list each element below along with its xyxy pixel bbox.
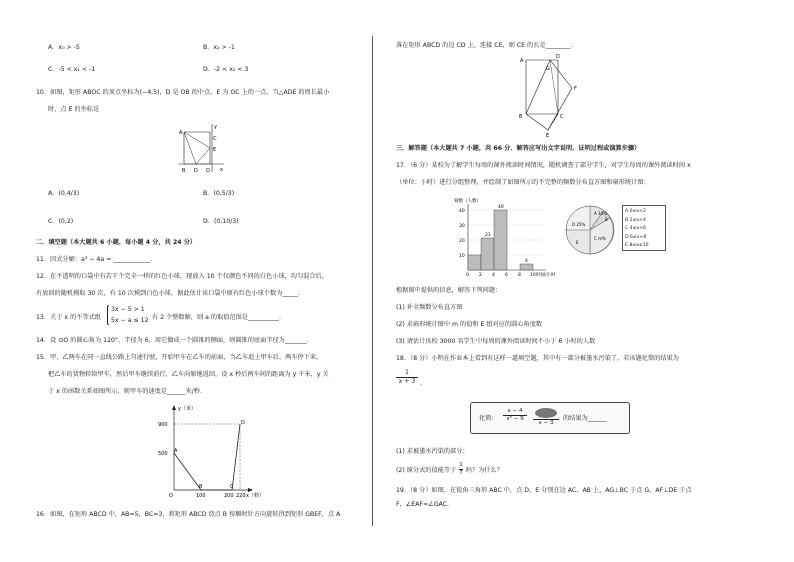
q17-bar-1 [481,238,494,270]
q18-box-num: x − 4 [507,408,523,414]
q17-pie-legend [622,205,666,251]
q17-histogram [452,194,558,280]
q15-point-a: A [174,448,178,454]
q10-line2: 时，点 E 的坐标是 [48,106,100,113]
q16-label-c: C [560,114,564,120]
q18-result-fraction [396,369,418,386]
q17-pie-c: C m% [594,236,606,241]
q17-pie-e: E [576,240,579,245]
q18-frac-den: x + 3 [396,377,418,386]
q15-point-d: D [241,420,245,426]
q15-line1: 15．甲、乙两车在同一直线公路上匀速行驶，开始甲车在乙车的前面，当乙车追上甲车后，两车停下来， [36,354,323,361]
q10-label-a: A [179,130,183,136]
q18-box-label: 化简： [479,415,498,422]
q17-legend-a: A 0≤x<2 [625,209,646,214]
q17-xtick-6: 6 [505,273,508,278]
q17-bar-2 [494,210,507,270]
q15-y-unit: y（米） [178,406,196,412]
q18-stained-box [470,402,630,434]
q17-pie-b: B [605,217,608,222]
q10-option-c: C．(0,2) [48,218,74,225]
q15-ytick-900: 900 [158,422,168,428]
section-3-heading: 三．解答题（本大题共 7 小题，共 66 分．解答应写出文字说明、证明过程或演算步骤） [396,145,641,152]
q10-figure [176,120,226,180]
q13-brace [107,305,109,325]
q18-sub2-den: 7 [459,469,463,476]
q17-xtick-4: 4 [492,273,495,278]
q17-sub2: (2) 求扇形统计图中 m 的值和 E 组对应的圆心角度数 [396,321,543,328]
q17-xtick-8: 8 [518,273,521,278]
q17-sub3: (3) 请估计该校 3000 名学生中每周的课外阅读时间不小于 6 小时的人数 [396,338,596,345]
q17-bar-4 [520,264,533,270]
q10-label-o: O [206,168,210,174]
q15-x-unit: x（秒） [246,493,264,499]
q15-line3: 于 x 的函数关系如图所示，则甲车的速度是______米/秒. [48,388,202,395]
q15-line2: 把乙车的货物转给甲车，然后甲车继续前行，乙车向原地返回，设 x 秒后两车间的距离为 y 千米，y 关 [48,371,329,378]
q18-box-fraction [503,408,527,423]
q11: 11．因式分解：a³ − 4a = ____________. [36,256,153,263]
q16-figure [514,52,584,138]
q18-sub2-num: 1 [459,462,463,468]
q17-sub1: (1) 补全频数分布直方图 [396,304,463,311]
q15-xtick-100: 100 [196,493,206,499]
q10-label-b: B [182,168,186,174]
q19-line2: F，∠EAF=∠GAC. [396,501,449,508]
q15-xtick-220: 220 [236,493,246,499]
q10-label-y: y [214,124,217,130]
q17-line1: 17．（6 分）某校为了解学生每周的课外阅读时间情况，随机调查了部分学生，对学生每周的课外阅读时间 x [396,162,691,169]
q13-system-2: 5x − a ≤ 12 [111,317,149,324]
q15-point-b: B [199,484,203,490]
q18-period: . [420,380,422,387]
q16-label-a: A [520,58,524,64]
q17-xtick-2: 2 [479,273,482,278]
q16-continued: 落在矩形 ABCD 的边 CD 上，连接 CE，则 CE 的长是________. [396,42,573,49]
q17-legend-e: E 8≤x≤10 [625,243,649,249]
q17-bar-0 [468,255,481,270]
q15-point-c: C [230,484,234,490]
q9-option-c: C．-5 < x₁ < -1 [48,66,96,73]
q12-line1: 12．在不透明的口袋中有若干个完全一样的红色小球，现放入 10 个仅颜色不同的白色小球，均匀混合后， [36,273,328,280]
q17-ytick-10: 10 [459,254,465,259]
q16-label-e: E [546,133,550,138]
q18-sub2: (2) 原分式的值能等于 $\frac{1}{7}$ 吗？为什么？ [396,462,503,476]
q16-label-g: G [546,66,550,72]
q19-line1: 19．（8 分）如图，在锐角三角形 ABC 中，点 D，E 分别在边 AC，AB 上，AG⊥BC 于点 G，AF⊥DE 于点 [396,487,692,494]
q13-prefix: 13．关于 x 的不等式组 [36,314,101,321]
q18-frac-num: 1 [405,369,409,376]
q10-label-c: C [213,136,217,142]
q17-legend-c: C 4≤x<6 [625,226,646,232]
q10-label-x: x [220,167,223,173]
q17-pie-a: A 10% [594,211,607,216]
section-2-heading: 二．填空题（本大题共 6 小题，每小题 4 分，共 24 分） [36,239,197,246]
q18-line1: 18．（8 分）小明在作业本上看到有这样一道填空题，其中有一部分被墨水污染了，若该题化简的结果为 [396,355,679,362]
right-column [374,0,794,562]
column-divider [372,36,373,526]
q10-line1: 10．如图，矩形 ABOC 的顶点坐标为(−4,5)，D 是 OB 的中点，E 为 OC 上的一点，当△ADE 的周长最小 [36,89,330,96]
q17-ytick-20: 20 [459,239,465,244]
q18-sub1: (1) 求被墨水污染的部分； [396,448,469,455]
left-column [0,0,372,562]
q15-origin: O [169,493,173,499]
q17-pie-chart [564,200,620,260]
q17-instructions: 根据图中提供的信息，解答下列问题： [396,287,502,294]
q10-option-d: D．(0,10/3) [203,218,239,225]
q17-legend-b: B 2≤x<4 [625,217,646,223]
q9-option-d: D．-2 < x₂ < 3 [203,66,249,73]
q18-box-den: x² − 9 [503,415,527,423]
q9-option-b: B．x₂ > -1 [203,44,235,51]
q16-label-b: B [519,114,523,120]
q15-chart [150,402,270,502]
q17-xtick-0: 0 [466,273,469,278]
q15-ytick-500: 500 [158,451,168,457]
q17-line2: （单位：小时）进行分组整理，并绘制了如图所示的不完整的频数分布直方图和扇形统计图： [396,179,650,186]
q17-hist-xlabel: 时间/小时 [536,273,556,278]
q14: 14．设 ⊙O 的圆心角为 120°，半径为 6，用它做成一个圆锥的侧面，则圆锥的底面半径为_______. [36,337,309,344]
q17-legend-d: D 6≤x<8 [625,234,647,240]
q10-label-d: D [194,168,198,174]
ink-blot-icon [535,408,557,418]
q17-bar-label-1: 21 [485,233,491,238]
q17-xtick-10: 10 [530,273,536,278]
q13-suffix: 有 2 个整数解，则 a 的取值范围是__________. [152,314,281,321]
q16-line1: 16．如图，在矩形 ABCD 中，AB=5，BC=3，将矩形 ABCD 绕点 B 按顺时针方向旋转得到矩形 GBEF，点 A [36,511,341,518]
q18-box-den2: x − 3 [533,419,559,427]
q10-label-e: E [213,147,217,153]
q16-label-d: D [556,54,560,60]
q17-hist-ylabel: 频数（人数） [454,199,481,204]
q16-label-f: F [574,86,577,92]
q9-option-a: A．x₀ > -5 [48,44,80,51]
q17-bar-label-4: 4 [525,259,528,264]
q10-option-a: A．(0,4/3) [48,190,80,197]
q10-option-b: B．(0,5/3) [203,190,235,197]
q18-box-result: 的结果为______ [563,415,607,422]
q17-ytick-30: 30 [459,224,465,229]
q17-bar-label-2: 40 [498,205,504,210]
q15-xtick-200: 200 [224,493,234,499]
q17-pie-d: D 25% [572,222,586,227]
q12-line2: 有放回的随机摸取 30 次，有 10 次摸到白色小球，据此估计该口袋中原有红色小球个数为_____. [36,290,300,297]
q13-system-1: 3x − 5 > 1 [111,306,145,313]
q17-ytick-40: 40 [459,209,465,214]
